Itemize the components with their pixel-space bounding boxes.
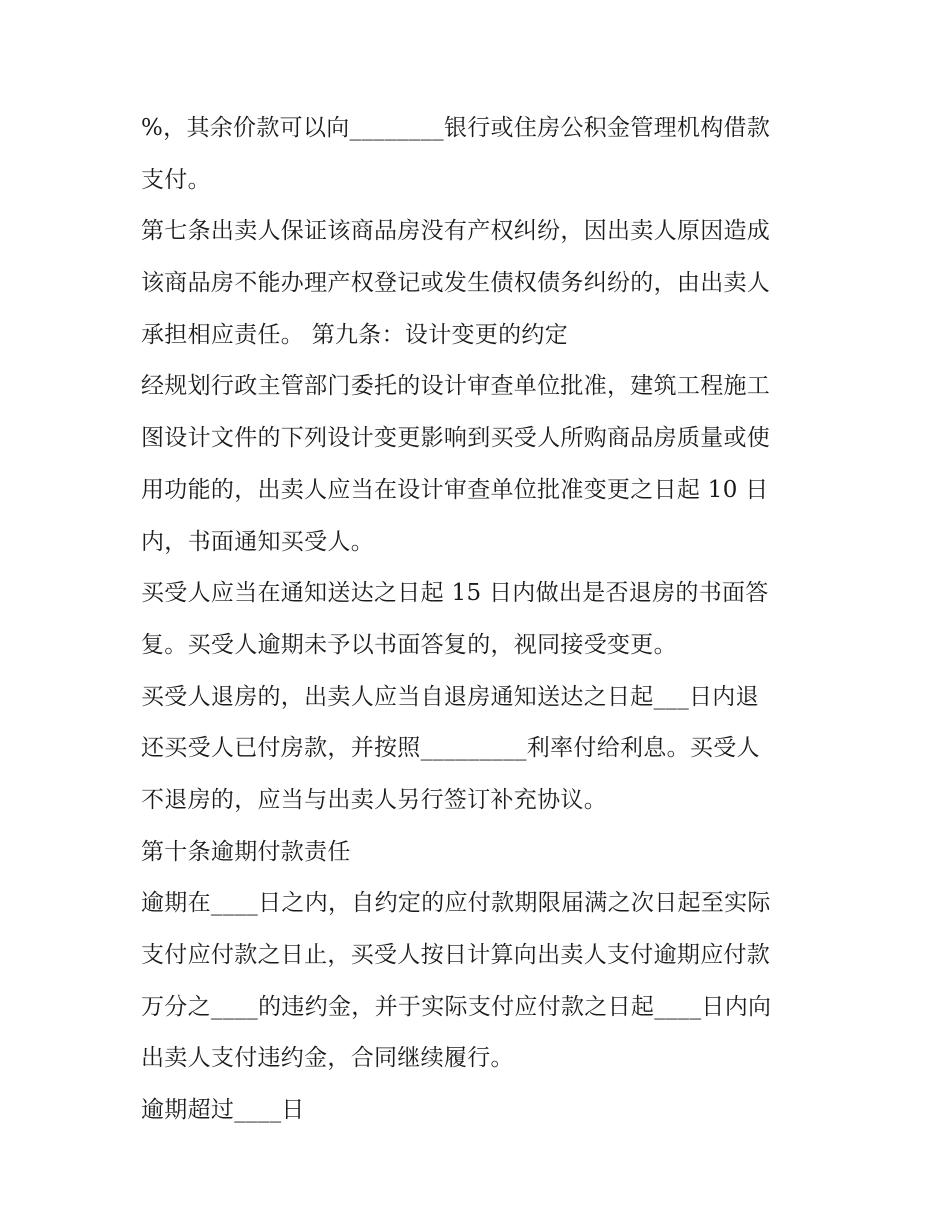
text-line: 不退房的，应当与出卖人另行签订补充协议。 — [141, 786, 607, 813]
text-line: 第七条出卖人保证该商品房没有产权纠纷，因出卖人原因造成 — [141, 218, 771, 245]
text-line: 逾期在____日之内，自约定的应付款期限届满之次日起至实际 — [141, 890, 771, 917]
text-line: 用功能的，出卖人应当在设计审查单位批准变更之日起 10 日 — [141, 476, 769, 503]
text-line: 万分之____的违约金，并于实际支付应付款之日起____日内向 — [141, 993, 772, 1020]
text-line: 支付应付款之日止，买受人按日计算向出卖人支付逾期应付款 — [141, 942, 771, 968]
text-line: 买受人退房的，出卖人应当自退房通知送达之日起___日内退 — [141, 683, 759, 710]
text-line: 买受人应当在通知送达之日起 15 日内做出是否退房的书面答 — [141, 580, 769, 607]
text-line: 承担相应责任。 第九条：设计变更的约定 — [141, 321, 569, 348]
text-line: 经规划行政主管部门委托的设计审查单位批准，建筑工程施工 — [141, 373, 771, 400]
text-line: 复。买受人逾期未予以书面答复的，视同接受变更。 — [141, 631, 677, 658]
text-line: 支付。 — [141, 166, 211, 193]
section-heading: 第十条逾期付款责任 — [141, 838, 351, 865]
text-line: 图设计文件的下列设计变更影响到买受人所购商品房质量或使 — [141, 425, 771, 452]
text-line: %，其余价款可以向________银行或住房公积金管理机构借款 — [141, 115, 771, 141]
document-body — [141, 103, 821, 1137]
text-line: 还买受人已付房款，并按照_________利率付给利息。买受人 — [141, 735, 760, 762]
text-line: 出卖人支付违约金，合同继续履行。 — [141, 1045, 514, 1072]
text-line: 该商品房不能办理产权登记或发生债权债务纠纷的，由出卖人 — [141, 270, 771, 297]
text-line: 逾期超过____日 — [141, 1097, 305, 1124]
text-line: 内，书面通知买受人。 — [141, 528, 374, 555]
